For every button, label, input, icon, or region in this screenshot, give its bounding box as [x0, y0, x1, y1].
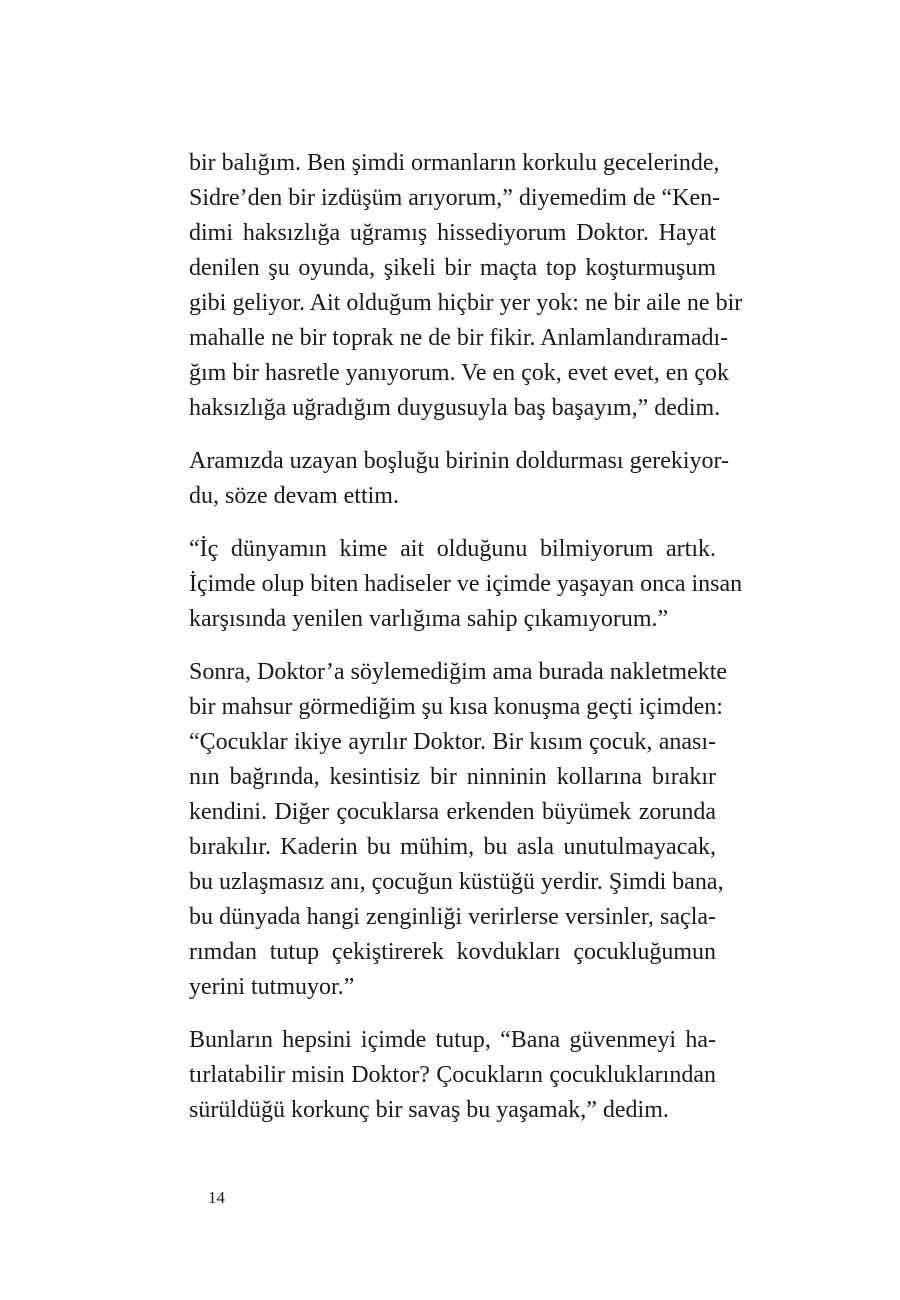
text-line: tırlatabilir misin Doktor? Çocukların çocukluklarından: [189, 1062, 716, 1088]
text-line: rımdan tutup çekiştirerek kovdukları çocukluğumun: [189, 939, 716, 965]
text-line: Sonra, Doktor’a söylemediğim ama burada nakletmekte: [189, 659, 728, 685]
text-line: Aramızda uzayan boşluğu birinin doldurması gerekiyor-: [189, 448, 730, 474]
text-line: yerini tutmuyor.”: [189, 974, 355, 1000]
text-line: denilen şu oyunda, şikeli bir maçta top koşturmuşum: [189, 255, 716, 281]
text-line: “Çocuklar ikiye ayrılır Doktor. Bir kısım çocuk, anası-: [189, 729, 716, 755]
text-line: Bunların hepsini içimde tutup, “Bana güvenmeyi ha-: [189, 1027, 716, 1053]
paragraph-2: [189, 444, 730, 514]
text-line: İçimde olup biten hadiseler ve içimde yaşayan onca insan: [189, 571, 743, 597]
text-line: dimi haksızlığa uğramış hissediyorum Doktor. Hayat: [189, 220, 716, 246]
text-line: “İç dünyamın kime ait olduğunu bilmiyorum artık.: [189, 536, 716, 562]
text-line: karşısında yenilen varlığıma sahip çıkamıyorum.”: [189, 606, 669, 632]
paragraph-4: [189, 655, 728, 1005]
text-line: bu uzlaşmasız anı, çocuğun küstüğü yerdir. Şimdi bana,: [189, 869, 724, 895]
text-line: du, söze devam ettim.: [189, 483, 399, 509]
paragraph-1: [189, 146, 743, 426]
text-line: ğım bir hasretle yanıyorum. Ve en çok, evet evet, en çok: [189, 360, 730, 386]
text-line: haksızlığa uğradığım duygusuyla baş başayım,” dedim.: [189, 395, 721, 421]
text-line: bu dünyada hangi zenginliği verirlerse versinler, saçla-: [189, 904, 716, 930]
paragraph-5: [189, 1023, 716, 1128]
text-line: mahalle ne bir toprak ne de bir fikir. Anlamlandıramadı-: [189, 325, 729, 351]
page-number: 14: [208, 1188, 225, 1207]
body-text: [189, 146, 743, 1146]
text-line: bir mahsur görmediğim şu kısa konuşma geçti içimden:: [189, 694, 723, 720]
text-line: Sidre’den bir izdüşüm arıyorum,” diyemedim de “Ken-: [189, 185, 721, 211]
text-line: sürüldüğü korkunç bir savaş bu yaşamak,” dedim.: [189, 1097, 669, 1123]
text-line: gibi geliyor. Ait olduğum hiçbir yer yok: ne bir aile ne bir: [189, 290, 743, 316]
text-line: bir balığım. Ben şimdi ormanların korkulu gecelerinde,: [189, 150, 720, 176]
text-line: bırakılır. Kaderin bu mühim, bu asla unutulmayacak,: [189, 834, 716, 860]
text-line: kendini. Diğer çocuklarsa erkenden büyümek zorunda: [189, 799, 716, 825]
paragraph-3: [189, 532, 743, 637]
text-line: nın bağrında, kesintisiz bir ninninin kollarına bırakır: [189, 764, 716, 790]
